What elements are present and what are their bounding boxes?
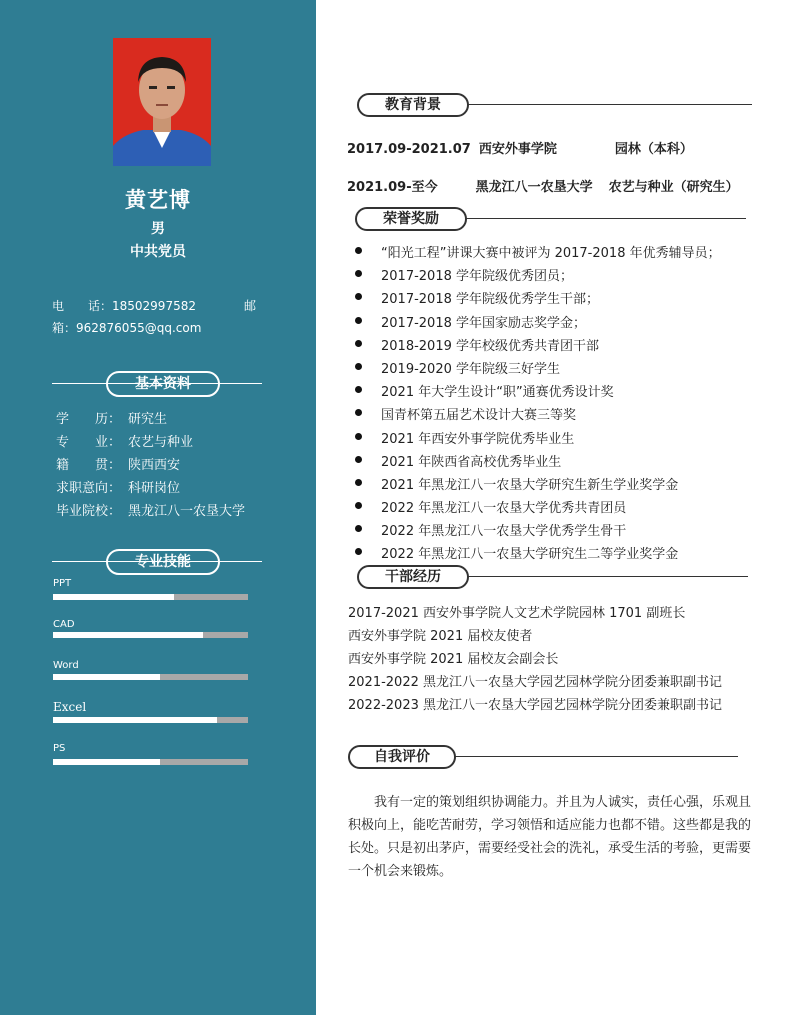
info-row-education bbox=[56, 408, 167, 427]
skill-bar-ppt bbox=[53, 594, 248, 600]
bullet-icon bbox=[355, 340, 362, 347]
list-item: 西安外事学院 2021 届校友会副会长 bbox=[348, 652, 559, 667]
list-item: 2022 年黑龙江八一农垦大学优秀学生骨干 bbox=[355, 520, 721, 543]
contact-email: 箱：962876055@qq.com bbox=[52, 321, 202, 335]
skill-bar-fill bbox=[53, 594, 174, 600]
info-row-graduate-school bbox=[56, 500, 245, 519]
candidate-gender: 男 bbox=[151, 221, 165, 237]
bullet-icon bbox=[355, 433, 362, 440]
info-value: 科研岗位 bbox=[128, 481, 181, 496]
list-item: 2022 年黑龙江八一农垦大学研究生二等学业奖学金 bbox=[355, 543, 721, 566]
bullet-icon bbox=[355, 293, 362, 300]
list-item: 2017-2021 西安外事学院人文艺术学院园林 1701 副班长 bbox=[348, 606, 686, 621]
edu-school: 黑龙江八一农垦大学 bbox=[475, 180, 593, 195]
info-row-major bbox=[56, 431, 193, 450]
list-item: 2021 年黑龙江八一农垦大学研究生新生学业奖学金 bbox=[355, 474, 721, 497]
basic-info-heading: 基本资料 bbox=[106, 371, 220, 397]
contact-phone: 电 话：18502997582 邮 bbox=[52, 299, 256, 313]
skill-bar-excel bbox=[53, 717, 248, 723]
list-item: 2018-2019 学年校级优秀共青团干部 bbox=[355, 335, 721, 358]
bullet-icon bbox=[355, 456, 362, 463]
info-value: 黑龙江八一农垦大学 bbox=[128, 504, 246, 519]
profile-photo bbox=[113, 38, 211, 166]
list-item: 2022 年黑龙江八一农垦大学优秀共青团员 bbox=[355, 497, 721, 520]
list-item: 2021 年大学生设计“职”通赛优秀设计奖 bbox=[355, 381, 721, 404]
info-label: 毕业院校： bbox=[56, 504, 122, 519]
bullet-icon bbox=[355, 247, 362, 254]
self-eval-heading: 自我评价 bbox=[348, 745, 456, 769]
cadre-list bbox=[348, 602, 722, 717]
edu-period: 2017.09-2021.07 bbox=[347, 142, 471, 157]
edu-period: 2021.09-至今 bbox=[347, 180, 438, 195]
honors-heading: 荣誉奖励 bbox=[355, 207, 467, 231]
person-portrait-icon bbox=[113, 38, 211, 166]
bullet-icon bbox=[355, 479, 362, 486]
candidate-name: 黄艺博 bbox=[125, 188, 191, 212]
skill-bar-fill bbox=[53, 717, 217, 723]
skill-bar-fill bbox=[53, 674, 160, 680]
bullet-icon bbox=[355, 363, 362, 370]
bullet-icon bbox=[355, 409, 362, 416]
skill-bar-cad bbox=[53, 632, 248, 638]
honors-list bbox=[355, 242, 721, 567]
bullet-icon bbox=[355, 502, 362, 509]
bullet-icon bbox=[355, 386, 362, 393]
skill-bar-word bbox=[53, 674, 248, 680]
info-label: 专 业： bbox=[56, 435, 122, 450]
political-status: 中共党员 bbox=[130, 244, 186, 260]
skill-name-ps: PS bbox=[53, 743, 66, 754]
list-item: 2017-2018 学年国家励志奖学金； bbox=[355, 312, 721, 335]
skill-bar-fill bbox=[53, 632, 203, 638]
cadre-heading: 干部经历 bbox=[357, 565, 469, 589]
info-value: 农艺与种业 bbox=[128, 435, 194, 450]
info-value: 陕西西安 bbox=[128, 458, 181, 473]
edu-school: 西安外事学院 bbox=[478, 142, 557, 157]
bullet-icon bbox=[355, 317, 362, 324]
self-eval-text: 我有一定的策划组织协调能力。并且为人诚实，责任心强，乐观且积极向上，能吃苦耐劳，学习领悟和适应能力也都不错。这些都是我的长处。只是初出茅庐，需要经受社会的洗礼，承受生活的考验，更需要一个机会来锻炼。 bbox=[348, 795, 752, 879]
skill-name-cad: CAD bbox=[53, 619, 75, 630]
info-label: 学 历： bbox=[56, 412, 122, 427]
list-item: 2017-2018 学年院级优秀学生干部； bbox=[355, 288, 721, 311]
edu-major: 农艺与种业（研究生） bbox=[608, 180, 739, 195]
skill-name-word: Word bbox=[53, 660, 79, 671]
sidebar bbox=[0, 0, 316, 1015]
list-item: 西安外事学院 2021 届校友使者 bbox=[348, 629, 533, 644]
list-item: 2021 年西安外事学院优秀毕业生 bbox=[355, 428, 721, 451]
edu-major: 园林（本科） bbox=[614, 142, 693, 157]
skills-heading: 专业技能 bbox=[106, 549, 220, 575]
info-row-hometown bbox=[56, 454, 180, 473]
skill-name-excel: Excel bbox=[53, 700, 87, 714]
info-label: 籍 贯： bbox=[56, 458, 122, 473]
info-value: 研究生 bbox=[128, 412, 168, 427]
education-row bbox=[347, 176, 739, 195]
skill-bar-fill bbox=[53, 759, 160, 765]
info-row-job-intention bbox=[56, 477, 180, 496]
list-item: 2021-2022 黑龙江八一农垦大学园艺园林学院分团委兼职副书记 bbox=[348, 675, 722, 690]
bullet-icon bbox=[355, 270, 362, 277]
list-item: 2021 年陕西省高校优秀毕业生 bbox=[355, 451, 721, 474]
education-row bbox=[347, 138, 693, 157]
list-item: 国青杯第五届艺术设计大赛三等奖 bbox=[355, 404, 721, 427]
list-item: 2022-2023 黑龙江八一农垦大学园艺园林学院分团委兼职副书记 bbox=[348, 698, 722, 713]
skill-name-ppt: PPT bbox=[53, 578, 72, 589]
skill-bar-ps bbox=[53, 759, 248, 765]
info-label: 求职意向： bbox=[56, 481, 122, 496]
bullet-icon bbox=[355, 525, 362, 532]
list-item: 2017-2018 学年院级优秀团员； bbox=[355, 265, 721, 288]
education-heading: 教育背景 bbox=[357, 93, 469, 117]
list-item: “阳光工程”讲课大赛中被评为 2017-2018 年优秀辅导员； bbox=[355, 242, 721, 265]
list-item: 2019-2020 学年院级三好学生 bbox=[355, 358, 721, 381]
bullet-icon bbox=[355, 548, 362, 555]
